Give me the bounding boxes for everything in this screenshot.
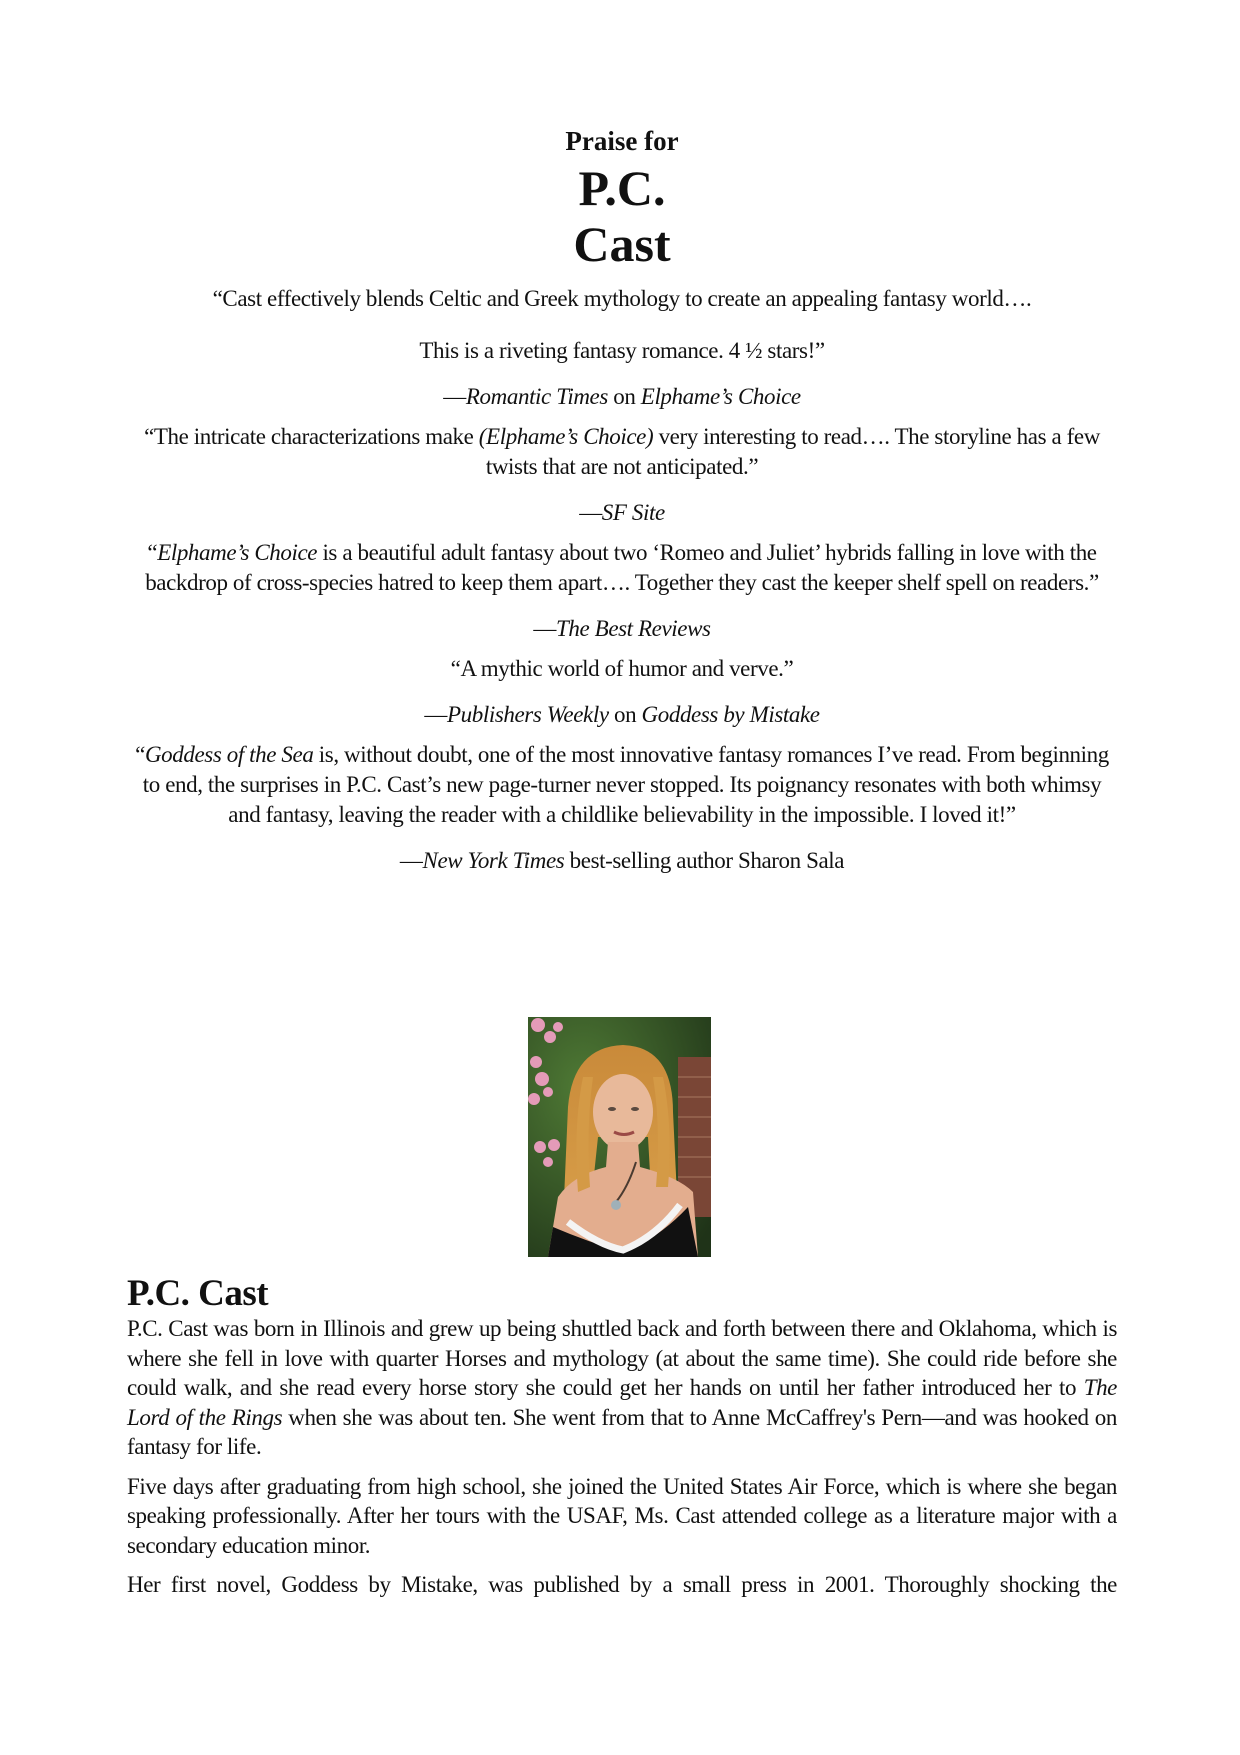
author-photo <box>528 1017 711 1257</box>
praise-quote-4: “A mythic world of humor and verve.” <box>450 656 794 681</box>
bio-italic-title: The Lord of the Rings <box>127 1375 1117 1430</box>
quote-text: is a beautiful adult fantasy about two ‘Romeo and Juliet’ hybrids falling in love with the backdrop of cross-species hatred to keep them apart…. Together they cast the keeper shelf spell on readers.” <box>145 540 1099 595</box>
attribution-dash: — <box>443 384 466 409</box>
praise-quote-1-line1: “Cast effectively blends Celtic and Greek mythology to create an appealing fantasy world…. <box>212 286 1032 311</box>
attribution-dash: — <box>424 702 448 727</box>
praise-quote-5 <box>127 740 1117 830</box>
bio-paragraph-3: Her first novel, Goddess by Mistake, was published by a small press in 2001. Thoroughly shocking the <box>127 1572 1117 1597</box>
quote-italic-title: (Elphame’s Choice) <box>478 424 654 449</box>
quote-text: “The intricate characterizations make <box>144 424 479 449</box>
bio-heading: P.C. Cast <box>127 1273 269 1314</box>
attribution-work: Goddess by Mistake <box>641 702 820 727</box>
praise-attribution-5 <box>127 846 1117 876</box>
attribution-source: SF Site <box>601 500 665 525</box>
attribution-joiner: on <box>608 702 642 727</box>
quote-open: “ <box>135 742 145 767</box>
bio-text: P.C. Cast was born in Illinois and grew up being shuttled back and forth between there and Oklahoma, which is where she fell in love with quarter Horses and mythology (at about the same time). She could ride before she could walk, and she read every horse story she could get her hands on until her father introduced her to <box>127 1316 1117 1400</box>
attribution-source: Publishers Weekly <box>447 702 609 727</box>
attribution-source: New York Times <box>422 848 565 873</box>
praise-attribution-4 <box>127 700 1117 730</box>
quote-italic-title: Elphame’s Choice <box>157 540 318 565</box>
attribution-dash: — <box>533 616 557 641</box>
quote-italic-title: Goddess of the Sea <box>144 742 314 767</box>
author-photo-image <box>528 1017 711 1257</box>
bio-paragraph-1 <box>127 1314 1117 1462</box>
attribution-source: Romantic Times <box>465 384 608 409</box>
praise-quote-3 <box>127 538 1117 598</box>
praise-quote-1-line2: This is a riveting fantasy romance. 4 ½ stars!” <box>419 338 825 363</box>
praise-attribution-1 <box>127 382 1117 412</box>
praise-quotes <box>127 284 1117 886</box>
author-name-line2: Cast <box>573 216 671 272</box>
quote-text: is, without doubt, one of the most innovative fantasy romances I’ve read. From beginning to end, the surprises in P.C. Cast’s new page-turner never stopped. Its poignancy resonates with both whimsy and fantasy, leaving the reader with a childlike believability in the impossible. I loved it!” <box>142 742 1109 827</box>
bio-body <box>127 1314 1117 1610</box>
praise-attribution-3 <box>127 614 1117 644</box>
praise-quote-2 <box>127 422 1117 482</box>
attribution-joiner: on <box>607 384 641 409</box>
quote-open: “ <box>147 540 158 565</box>
attribution-dash: — <box>399 848 423 873</box>
praise-for-heading: Praise for <box>565 126 679 156</box>
attribution-source: The Best Reviews <box>556 616 711 641</box>
quote-text: very interesting to read…. The storyline has a few twists that are not anticipated.” <box>485 424 1100 479</box>
attribution-work: Elphame’s Choice <box>640 384 801 409</box>
bio-text: when she was about ten. She went from that to Anne McCaffrey's Pern—and was hooked on fantasy for life. <box>127 1404 1117 1459</box>
bio-paragraph-2: Five days after graduating from high school, she joined the United States Air Force, which is where she began speaking professionally. After her tours with the USAF, Ms. Cast attended college as a literature major with a secondary education minor. <box>127 1473 1117 1558</box>
attribution-rest: best-selling author Sharon Sala <box>564 848 845 873</box>
attribution-dash: — <box>579 500 602 525</box>
author-name-line1: P.C. <box>578 160 666 216</box>
praise-attribution-2 <box>127 498 1117 528</box>
